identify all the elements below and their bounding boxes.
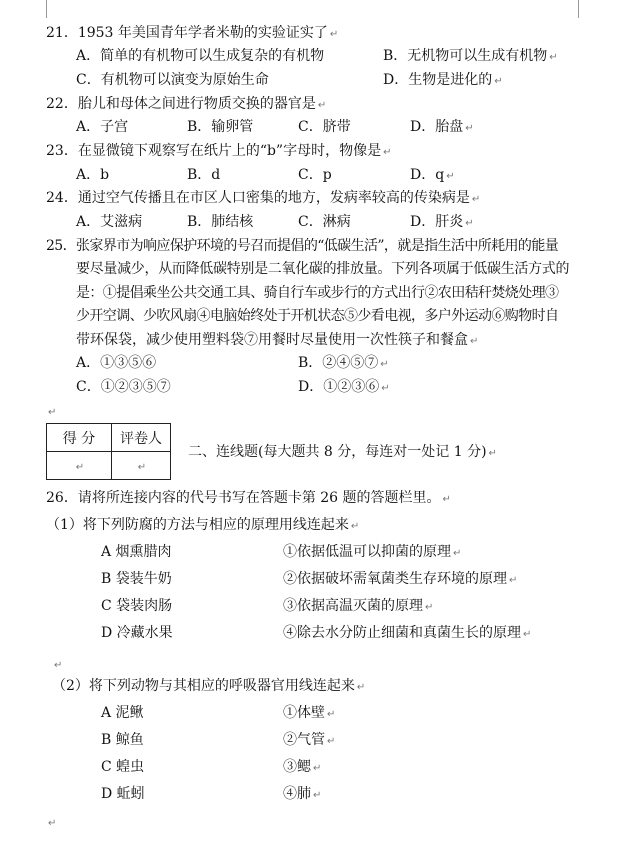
q25-option-a: A．①③⑤⑥ — [76, 355, 157, 371]
q21-option-b: B．无机物可以生成有机物 ↵ — [383, 48, 558, 64]
question-25: 25．张家界市为响应保护环境的号召而提倡的“低碳生活”，就是指生活中所耗用的能量 — [46, 238, 559, 254]
blank-paragraph-mark-2: ↵ — [54, 660, 63, 671]
score-header: 得 分 — [47, 424, 112, 452]
question-21: 21．1953 年美国青年学者米勒的实验证实了 ↵ — [46, 25, 339, 41]
crop-mark-left — [28, 0, 47, 18]
q24-option-d: D．肝炎 ↵ — [410, 214, 474, 230]
q26-1-item-a: A 烟熏腊肉 — [101, 544, 172, 560]
question-24: 24．通过空气传播且在市区人口密集的地方，发病率较高的传染病是 ↵ — [46, 190, 481, 206]
question-26: 26．请将所连接内容的代号书写在答题卡第 26 题的答题栏里。 ↵ — [46, 490, 451, 506]
q26-part-2: （2）将下列动物与其相应的呼吸器官用线连起来 ↵ — [52, 678, 366, 694]
q26-part-1: （1）将下列防腐的方法与相应的原理用线连起来 ↵ — [46, 517, 360, 533]
question-23: 23．在显微镜下观察写在纸片上的“b”字母时，物像是 ↵ — [46, 143, 392, 159]
grader-header: 评卷人 — [112, 424, 171, 452]
q23-option-a: A．b — [76, 167, 110, 183]
q26-2-animal-a: A 泥鳅 — [101, 705, 144, 721]
question-22: 22．胎儿和母体之间进行物质交换的器官是 ↵ — [46, 96, 327, 112]
q25-option-c: C．①②③⑤⑦ — [76, 379, 171, 395]
score-cell: ↵ — [47, 452, 112, 480]
q24-option-b: B．肺结核 — [187, 214, 254, 230]
question-25-line-3: 是：①提倡乘坐公共交通工具、骑自行车或步行的方式出行②农田秸秆焚烧处理③ — [76, 285, 559, 301]
q26-1-principle-3: ③依据高温灭菌的原理 ↵ — [283, 598, 434, 614]
q26-2-organ-4: ④肺 ↵ — [283, 786, 322, 802]
q26-1-principle-1: ①依据低温可以抑菌的原理 ↵ — [283, 544, 462, 560]
q21-option-a: A．简单的有机物可以生成复杂的有机物 — [76, 48, 325, 64]
q23-option-d: D．q ↵ — [410, 167, 455, 183]
q22-option-d: D．胎盘 ↵ — [410, 119, 474, 135]
blank-paragraph-mark-3: ↵ — [48, 818, 57, 829]
q25-option-d: D．①②③⑥ ↵ — [298, 379, 390, 395]
q25-option-b: B．②④⑤⑦ ↵ — [298, 355, 389, 371]
section-2-heading: 二、连线题(每大题共 8 分，每连对一处记 1 分) ↵ — [188, 444, 497, 460]
q21-option-d: D．生物是进化的 ↵ — [383, 72, 503, 88]
q22-option-a: A．子宫 — [76, 119, 129, 135]
grader-cell: ↵ — [112, 452, 171, 480]
q26-2-animal-c: C 蝗虫 — [101, 759, 145, 775]
question-25-line-4: 少开空调、少吹风扇④电脑始终处于开机状态⑤少看电视，多户外运动⑥购物时自 — [76, 308, 559, 324]
q26-1-item-d: D 冷藏水果 — [101, 625, 173, 641]
question-25-line-5: 带环保袋，减少使用塑料袋⑦用餐时尽量使用一次性筷子和餐盒 ↵ — [76, 332, 479, 348]
q26-1-principle-2: ②依据破坏需氧菌类生存环境的原理 ↵ — [283, 571, 518, 587]
q26-2-animal-d: D 蚯蚓 — [101, 786, 145, 802]
q26-2-organ-2: ②气管 ↵ — [283, 732, 336, 748]
q26-2-animal-b: B 鲸鱼 — [101, 732, 144, 748]
q21-option-c: C．有机物可以演变为原始生命 — [76, 72, 269, 88]
q22-option-c: C．脐带 — [298, 119, 351, 135]
q24-option-c: C．淋病 — [298, 214, 351, 230]
q22-option-b: B．输卵管 — [187, 119, 254, 135]
q26-1-item-c: C 袋装肉肠 — [101, 598, 173, 614]
q26-1-principle-4: ④除去水分防止细菌和真菌生长的原理 ↵ — [283, 625, 532, 641]
blank-paragraph-mark: ↵ — [48, 407, 57, 418]
q26-2-organ-3: ③鳃 ↵ — [283, 759, 322, 775]
question-25-line-2: 要尽量减少，从而降低碳特别是二氧化碳的排放量。下列各项属于低碳生活方式的 — [76, 261, 570, 277]
q26-2-organ-1: ①体壁 ↵ — [283, 705, 336, 721]
q23-option-c: C．p — [298, 167, 332, 183]
crop-mark-right — [578, 0, 597, 18]
score-table — [46, 423, 171, 480]
q23-option-b: B．d — [187, 167, 221, 183]
q24-option-a: A．艾滋病 — [76, 214, 143, 230]
q26-1-item-b: B 袋装牛奶 — [101, 571, 172, 587]
